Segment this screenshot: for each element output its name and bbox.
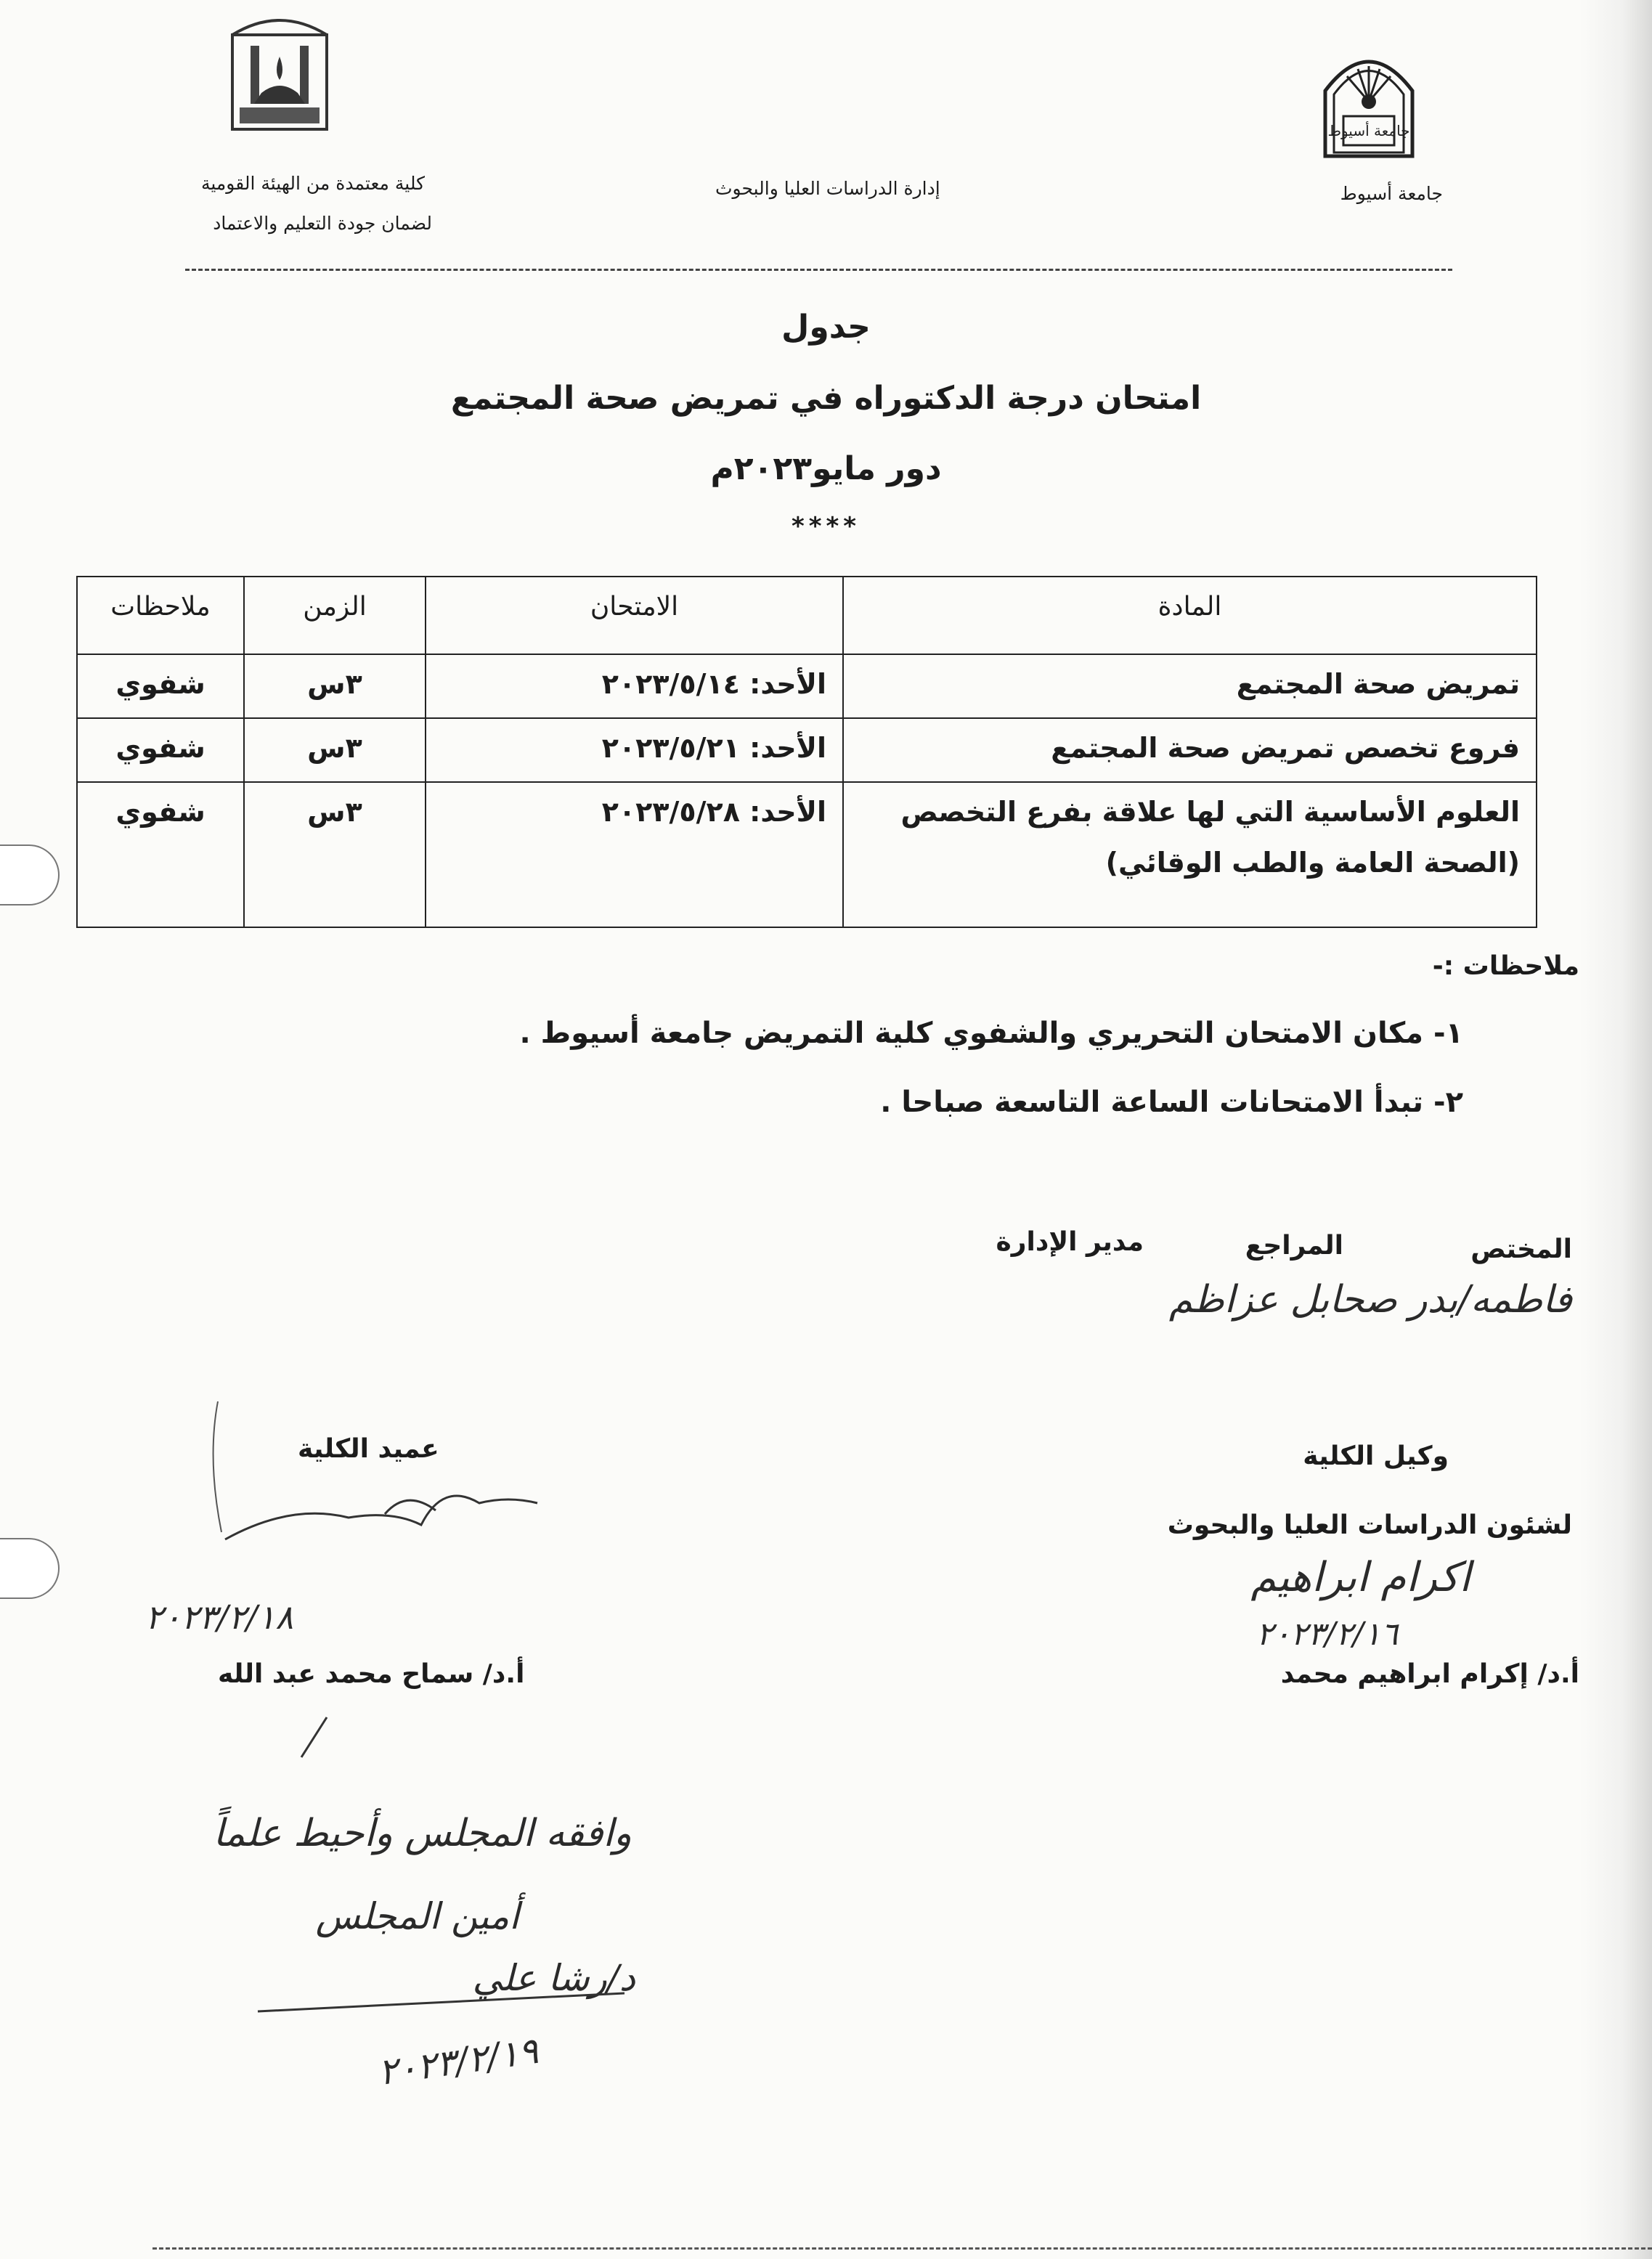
approval-handwriting-line-3: د/رشا علي [472,1957,635,1999]
label-specialist: المختص [1470,1234,1572,1264]
approval-handwriting-line-1: وافقه المجلس وأحيط علماً [213,1812,632,1855]
title-session: دور مايو٢٠٢٣م [710,450,942,487]
svg-text:جامعة أسيوط: جامعة أسيوط [1327,122,1410,139]
cell-exam-date: الأحد: ٢٠٢٣/٥/٢٨ [426,782,843,927]
vice-dean-title: وكيل الكلية [1303,1441,1449,1471]
title-stars: **** [791,512,861,541]
handwritten-signatures-row: فاطمه/بدر صحابل عزاظم [1168,1278,1572,1322]
vice-dean-name: أ.د/ إكرام ابراهيم محمد [1280,1659,1579,1689]
university-name: جامعة أسيوط [1340,183,1443,204]
cell-notes: شفوي [77,782,244,927]
table-row [77,654,1537,718]
cell-notes: شفوي [77,718,244,782]
punch-hole-top [0,844,60,905]
header-exam: الامتحان [426,577,843,654]
table-row [77,782,1537,927]
assiut-university-logo [1318,40,1420,160]
approval-handwriting-line-2: أمين المجلس [315,1895,519,1937]
note-item-2: ٢- تبدأ الامتحانات الساعة التاسعة صباحا . [880,1086,1463,1119]
cell-duration: ٣س [244,718,426,782]
approval-handwritten-date: ٢٠٢٣/٢/١٩ [375,2029,541,2094]
accreditation-line-2: لضمان جودة التعليم والاعتماد [213,213,432,234]
cell-duration: ٣س [244,654,426,718]
cell-subject: تمريض صحة المجتمع [843,654,1537,718]
cell-subject-line-1: العلوم الأساسية التي لها علاقة بفرع التخصص [900,796,1520,828]
accreditation-line-1: كلية معتمدة من الهيئة القومية [200,173,425,194]
cell-duration: ٣س [244,782,426,927]
vice-dean-title-2: لشئون الدراسات العليا والبحوث [1167,1510,1572,1540]
title-exam: امتحان درجة الدكتوراه في تمريض صحة المجتمع [450,380,1202,417]
cell-subject: فروع تخصص تمريض صحة المجتمع [843,718,1537,782]
cell-exam-date: الأحد: ٢٠٢٣/٥/٢١ [426,718,843,782]
title-schedule: جدول [781,309,871,346]
note-item-1: ١- مكان الامتحان التحريري والشفوي كلية التمريض جامعة أسيوط . [519,1017,1463,1050]
dean-handwritten-date: ٢٠٢٣/٢/١٨ [145,1597,293,1637]
dean-signature [203,1394,552,1561]
table-row [77,718,1537,782]
exam-schedule-table [76,576,1537,928]
punch-hole-bottom [0,1538,60,1599]
header-time: الزمن [244,577,426,654]
vice-dean-handwritten-name: اكرام ابراهيم [1250,1554,1470,1601]
cell-subject-line-2: (الصحة العامة والطب الوقائي) [1105,847,1520,879]
header-divider [185,269,1452,271]
approval-underline [254,1990,632,2019]
header-subject: المادة [843,577,1537,654]
pen-stroke [290,1714,334,1765]
notes-heading: ملاحظات :- [1432,951,1579,981]
header-notes: ملاحظات [77,577,244,654]
cell-notes: شفوي [77,654,244,718]
footer-divider [152,2247,1652,2250]
dean-title: عميد الكلية [298,1434,439,1464]
label-director: مدير الإدارة [996,1227,1144,1257]
nursing-faculty-logo [221,13,338,137]
dean-name: أ.د/ سماح محمد عبد الله [218,1659,525,1689]
vice-dean-handwritten-date: ٢٠٢٣/٢/١٦ [1256,1616,1399,1653]
table-header-row [77,577,1537,654]
label-reviewer: المراجع [1245,1231,1343,1261]
department-name: إدارة الدراسات العليا والبحوث [715,178,940,199]
cell-exam-date: الأحد: ٢٠٢٣/٥/١٤ [426,654,843,718]
cell-subject [843,782,1537,927]
